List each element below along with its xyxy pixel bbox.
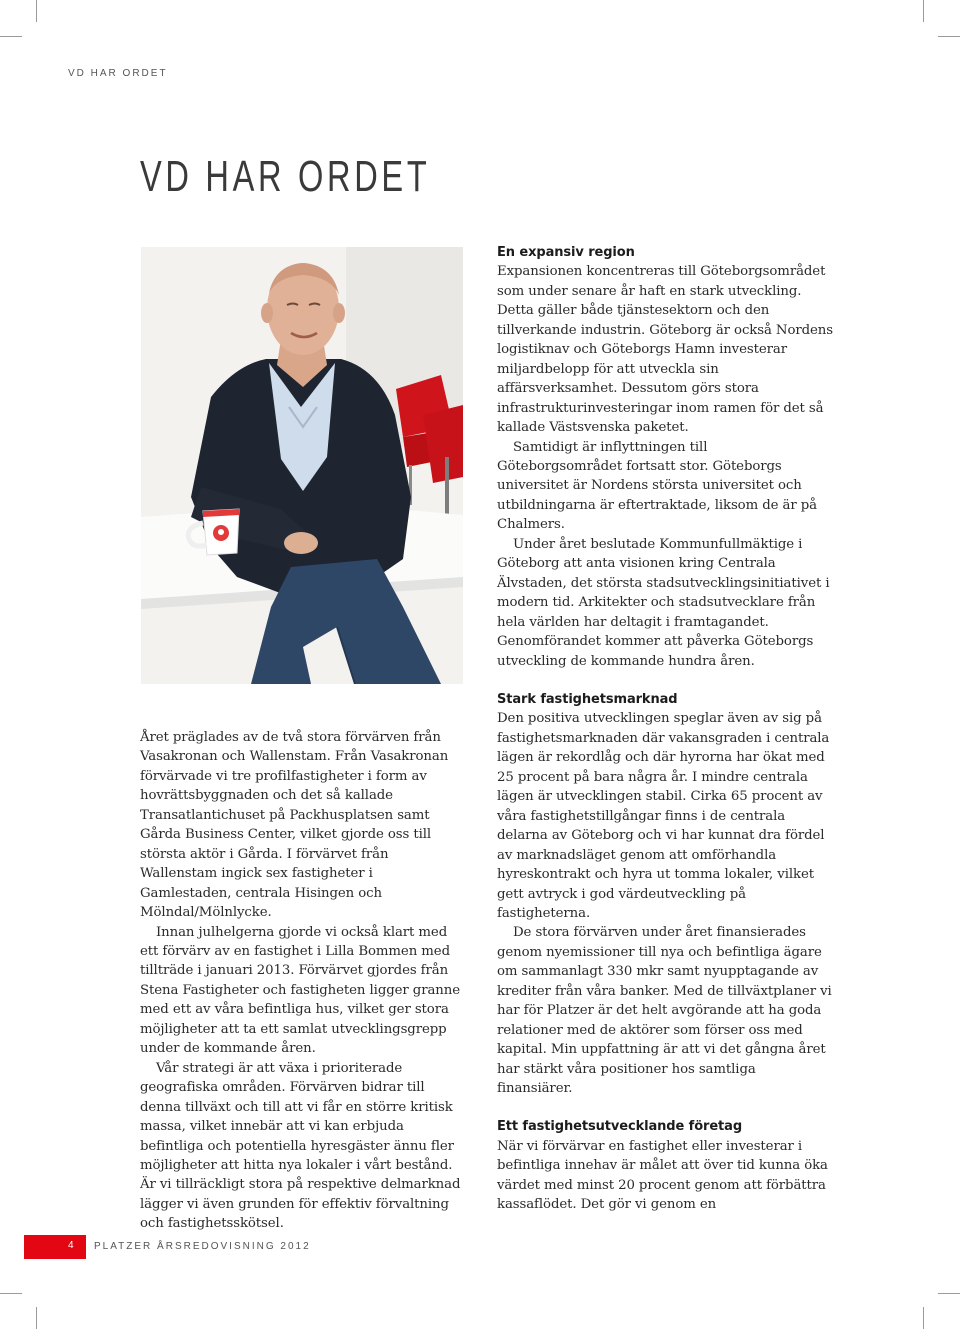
- body-paragraph: Vår strategi är att växa i prioriterade geografiska områden. Förvärven bidrar till denna tillväxt och till att vi får en större kritisk massa, vilket innebär att vi kan erbjuda befintliga och potentiella hyresgäster ännu fler möjligheter att hitta nya lokaler i vårt bestånd. Är vi tillräckligt stora på respektive delmarknad lägger vi även grunden för effektiv förvaltning och fastighetsskötsel.: [140, 1060, 461, 1232]
- right-text-column: [497, 243, 833, 1215]
- crop-mark: [938, 36, 960, 37]
- body-paragraph: Samtidigt är inflyttningen till Göteborgsområdet fortsatt stor. Göteborgs universitet är Nordens största universitet och utbildningarna är eftertraktade, liksom de är på Chalmers.: [497, 439, 817, 533]
- crop-mark: [923, 1307, 924, 1329]
- ceo-portrait-photo: [141, 247, 463, 684]
- body-paragraph: Den positiva utvecklingen speglar även av sig på fastighetsmarknaden där vakansgraden i centrala lägen är rekordlåg och där hyrorna har ökat med 25 procent på bara några år. I mindre centrala lägen är utvecklingen stabil. Cirka 65 procent av våra fastighetstillgångar finns i de centrala delarna av Göteborg och vi har kunnat dra fördel av marknadsläget genom att omförhandla hyreskontrakt och hyra ut tomma lokaler, vilket gett avtryck i god värdeutveckling på fastigheterna.: [497, 711, 830, 921]
- body-paragraph: När vi förvärvar en fastighet eller investerar i befintliga innehav är målet att över tid kunna öka värdet med minst 20 procent genom att förbättra kassaflödet. Det gör vi genom en: [497, 1138, 828, 1213]
- page-title: VD HAR ORDET: [140, 152, 431, 201]
- body-paragraph: De stora förvärven under året finansierades genom nyemissioner till nya och befintliga ägare om sammanlagt 330 mkr samt nyupptagande av krediter från våra banker. Med de tillväxtplaner vi har för Platzer är det helt avgörande att ha goda relationer med de aktörer som förser oss med kapital. Min uppfattning är att vi det gångna året har stärkt våra positioner hos samtliga finansiärer.: [497, 925, 832, 1097]
- section-heading: Ett fastighetsutvecklande företag: [497, 1119, 743, 1135]
- section-heading: En expansiv region: [497, 245, 635, 260]
- body-paragraph: Året präglades av de två stora förvärven från Vasakronan och Wallenstam. Från Vasakronan förvärvade vi tre profilfastigheter i form av hovrättsbyggnaden och det så kallade Transatlantichuset på Packhusplatsen samt Gårda Business Center, vilket gjorde oss till största aktör i Gårda. I förvärvet från Wallenstam ingick sex fastigheter i Gamlestaden, centrala Hisingen och Mölndal/Mölnlycke.: [140, 730, 449, 921]
- left-text-column: [140, 728, 468, 1234]
- page-number: 4: [68, 1240, 74, 1251]
- crop-mark: [36, 1307, 37, 1329]
- crop-mark: [0, 1293, 22, 1294]
- footer-publication-title: PLATZER ÅRSREDOVISNING 2012: [94, 1241, 311, 1252]
- body-paragraph: Expansionen koncentreras till Göteborgsområdet som under senare år haft en stark utveckling. Detta gäller både tjänstesektorn och den tillverkande industrin. Göteborg är också Nordens logistiknav och Göteborgs Hamn investerar miljardbelopp för att utveckla sin affärsverksamhet. Dessutom görs stora infrastrukturinvesteringar inom ramen för det så kallade Västsvenska paketet.: [497, 264, 833, 436]
- body-paragraph: Innan julhelgerna gjorde vi också klart med ett förvärv av en fastighet i Lilla Bommen med tillträde i januari 2013. Förvärvet gjordes från Stena Fastigheter och fastigheten ligger granne med ett av våra befintliga hus, vilket ger stora möjligheter att ta ett samlat utvecklingsgrepp under de kommande åren.: [140, 924, 460, 1057]
- section-spacer: [497, 671, 833, 690]
- section-heading: Stark fastighetsmarknad: [497, 691, 678, 707]
- crop-mark: [923, 0, 924, 22]
- running-header: VD HAR ORDET: [68, 68, 168, 79]
- crop-mark: [938, 1293, 960, 1294]
- crop-mark: [36, 0, 37, 22]
- folio-color-bar: [24, 1235, 86, 1259]
- crop-mark: [0, 36, 22, 37]
- body-paragraph: Under året beslutade Kommunfullmäktige i Göteborg att anta visionen kring Centrala Älvstaden, det största stadsutvecklingsinitiativet i modern tid. Arkitekter och stadsutvecklare från hela världen har deltagit i framtagandet. Genomförandet kommer att påverka Göteborgs utveckling de kommande hundra åren.: [497, 536, 830, 669]
- section-spacer: [497, 1098, 833, 1117]
